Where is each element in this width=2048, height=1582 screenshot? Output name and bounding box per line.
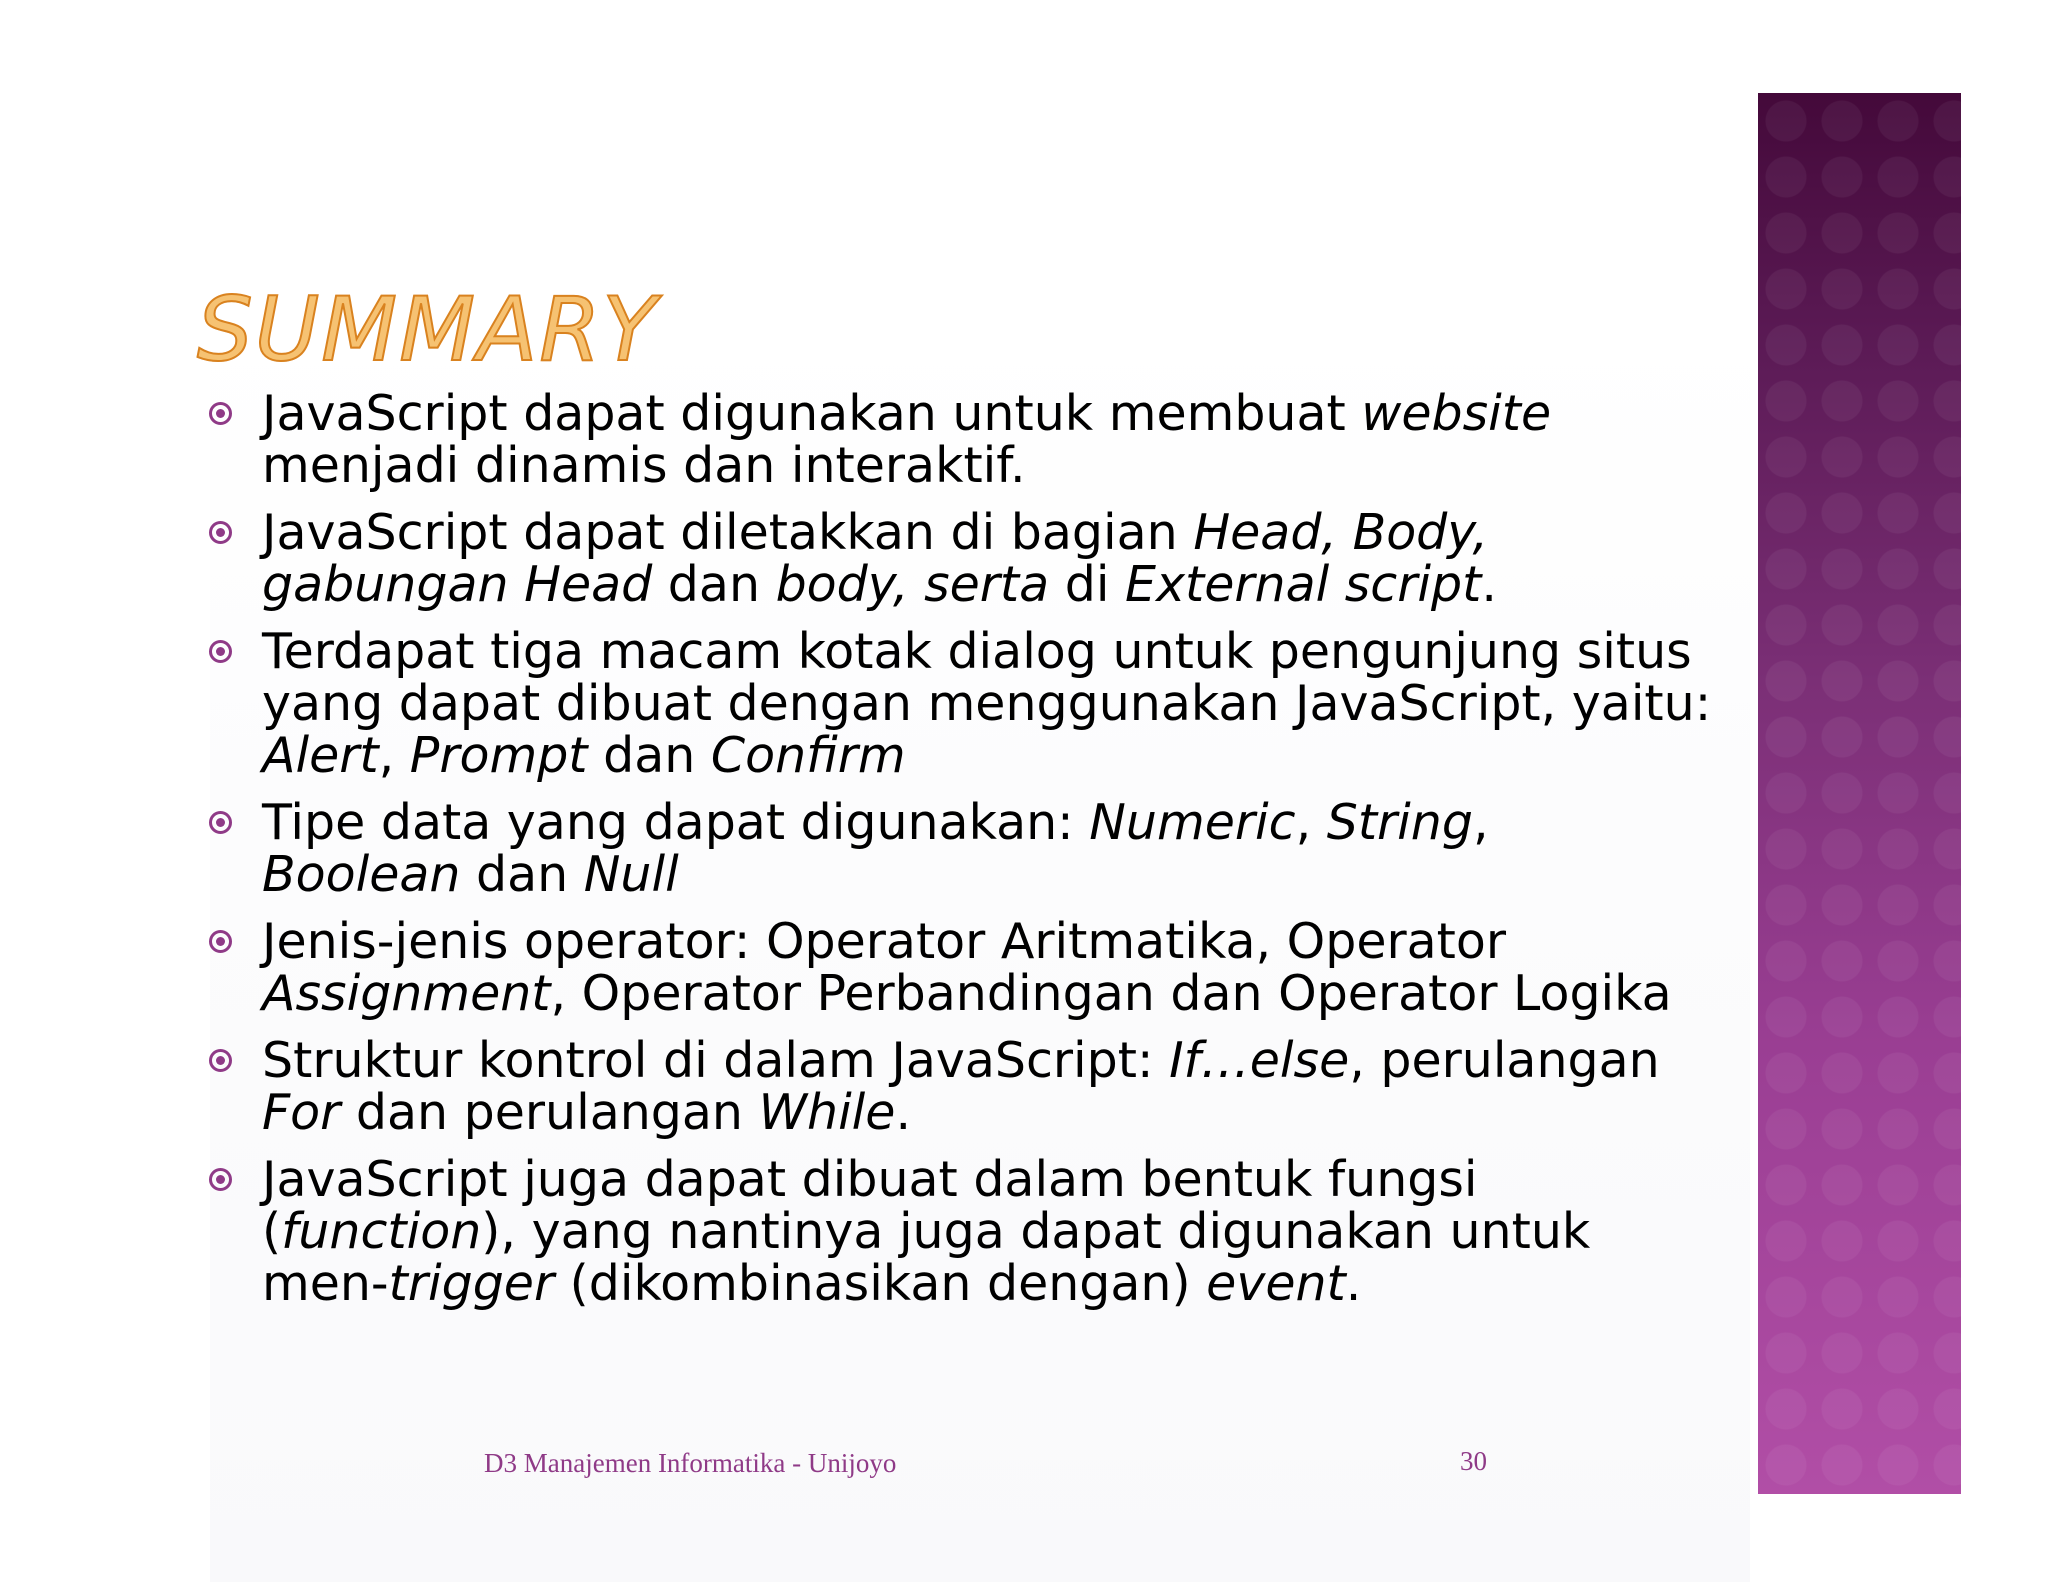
- bullet-line: [262, 556, 1702, 613]
- decorative-side-bar: [1758, 93, 1961, 1494]
- bullet-emphasis: Numeric: [1089, 794, 1296, 851]
- bullet-text: Struktur kontrol di dalam JavaScript:: [262, 1032, 1170, 1089]
- bullet-emphasis: Confirm: [710, 727, 906, 784]
- bullet-text: di: [1049, 556, 1126, 613]
- bullet-item: [262, 504, 1702, 613]
- bullet-item: [262, 623, 1712, 784]
- bullet-line: [262, 437, 1702, 494]
- bullet-text: dan: [460, 846, 584, 903]
- radio-bullet-icon: [209, 402, 232, 425]
- bullet-emphasis: event: [1206, 1255, 1346, 1312]
- radio-bullet-icon: [209, 1168, 232, 1191]
- bullet-text: JavaScript dapat digunakan untuk membuat: [262, 385, 1362, 442]
- bullet-text: .: [1345, 1255, 1362, 1312]
- bullet-item: [262, 1151, 1702, 1312]
- bullet-emphasis: External script: [1125, 556, 1482, 613]
- bullet-text: Jenis-jenis operator: Operator Aritmatika, Operator: [262, 913, 1506, 970]
- bullet-text: .: [1481, 556, 1497, 613]
- bullet-emphasis: Null: [583, 846, 679, 903]
- bullet-text: ), yang nantinya juga dapat digunakan untuk: [481, 1203, 1591, 1260]
- bullet-line: [262, 913, 1702, 970]
- bullet-text: , perulangan: [1349, 1032, 1660, 1089]
- bullet-text: Terdapat tiga macam kotak dialog untuk pengunjung situs: [262, 623, 1692, 680]
- bullet-emphasis: trigger: [388, 1255, 555, 1312]
- bullet-emphasis: If…else: [1169, 1032, 1350, 1089]
- bullet-emphasis: String: [1326, 794, 1473, 851]
- bullet-item: [262, 1032, 1702, 1141]
- bullet-line: [262, 846, 1702, 903]
- bullet-text: JavaScript juga dapat dibuat dalam bentuk fungsi: [262, 1151, 1478, 1208]
- side-bar-pattern: [1758, 93, 1961, 1494]
- radio-bullet-icon: [209, 521, 232, 544]
- bullet-emphasis: function: [281, 1203, 482, 1260]
- bullet-emphasis: body, serta: [775, 556, 1050, 613]
- bullet-line: [262, 385, 1702, 442]
- bullet-emphasis: Head, Body,: [1193, 504, 1489, 561]
- radio-bullet-icon: [209, 811, 232, 834]
- bullet-line: [262, 1255, 1702, 1312]
- page-number: 30: [1460, 1446, 1487, 1476]
- bullet-line: [262, 1084, 1702, 1141]
- bullet-text: men-: [262, 1255, 389, 1312]
- bullet-text: Tipe data yang dapat digunakan:: [262, 794, 1090, 851]
- bullet-line: [262, 965, 1702, 1022]
- bullet-line: [262, 623, 1702, 680]
- bullet-text: menjadi dinamis dan interaktif.: [262, 437, 1026, 494]
- bullet-line: [262, 1203, 1702, 1260]
- bullet-line: [262, 794, 1702, 851]
- bullet-line: [262, 727, 1702, 784]
- summary-bullet-list: [262, 385, 1712, 1325]
- footer-text: D3 Manajemen Informatika - Unijoyo: [484, 1448, 897, 1478]
- bullet-text: ,: [1295, 794, 1327, 851]
- bullet-text: .: [895, 1084, 912, 1141]
- bullet-line: [262, 504, 1702, 561]
- bullet-text: yang dapat dibuat dengan menggunakan JavaScript, yaitu:: [262, 675, 1712, 732]
- bullet-item: [262, 794, 1702, 903]
- radio-bullet-icon: [209, 930, 232, 953]
- radio-bullet-icon: [209, 1049, 232, 1072]
- bullet-text: JavaScript dapat diletakkan di bagian: [262, 504, 1194, 561]
- bullet-line: [262, 1032, 1702, 1089]
- radio-bullet-icon: [209, 640, 232, 663]
- bullet-line: [262, 1151, 1702, 1208]
- bullet-text: dan: [652, 556, 776, 613]
- bullet-emphasis: Assignment: [262, 965, 551, 1022]
- bullet-line: [262, 675, 1712, 732]
- bullet-emphasis: website: [1361, 385, 1552, 442]
- bullet-emphasis: Boolean: [262, 846, 461, 903]
- bullet-text: (dikombinasikan dengan): [554, 1255, 1207, 1312]
- slide-title: SUMMARY: [197, 278, 659, 381]
- bullet-emphasis: Prompt: [409, 727, 588, 784]
- bullet-emphasis: gabungan Head: [262, 556, 653, 613]
- bullet-text: dan perulangan: [340, 1084, 759, 1141]
- bullet-text: ,: [1472, 794, 1489, 851]
- bullet-emphasis: Alert: [262, 727, 379, 784]
- bullet-emphasis: For: [262, 1084, 341, 1141]
- bullet-text: , Operator Perbandingan dan Operator Logika: [550, 965, 1672, 1022]
- bullet-item: [262, 913, 1702, 1022]
- bullet-item: [262, 385, 1702, 494]
- bullet-text: ,: [378, 727, 410, 784]
- bullet-text: (: [262, 1203, 282, 1260]
- bullet-text: dan: [587, 727, 711, 784]
- bullet-emphasis: While: [758, 1084, 896, 1141]
